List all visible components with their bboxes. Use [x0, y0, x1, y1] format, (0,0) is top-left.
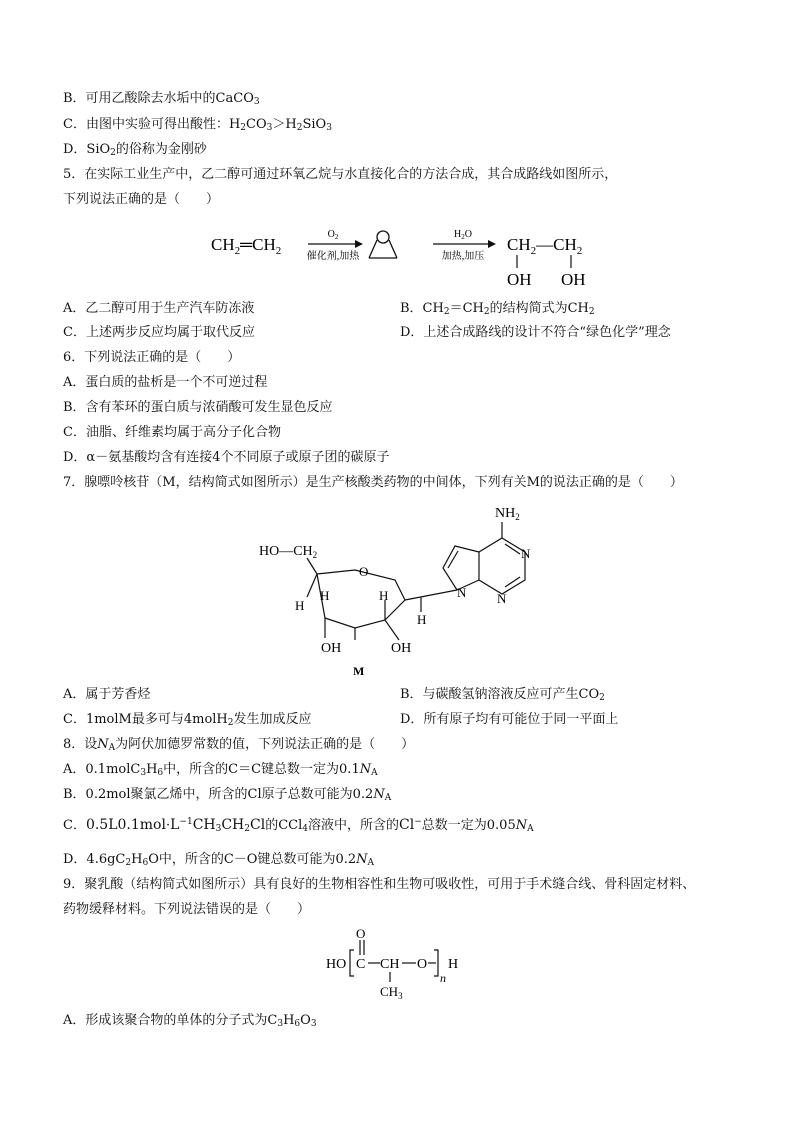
hydroxyl-label-2: OH: [391, 641, 412, 656]
q7-option-d: D．所有原子均有可能位于同一平面上: [400, 712, 619, 727]
h-label-2: H: [295, 598, 305, 613]
methyl-label: $CH_3$: [380, 984, 403, 1000]
q8-option-d: D．$4.6gC_2H_6O$中，所含的C－O键总数可能为$0.2N_A$: [63, 852, 374, 868]
q6-stem: 6．下列说法正确的是（ ）: [63, 350, 241, 365]
q6-option-d: D．α－氨基酸均含有连接4个不同原子或原子团的碳原子: [63, 450, 390, 465]
ring-n-3: N: [457, 585, 467, 600]
q8-option-a: A．$0.1molC_3H_6$中，所含的C＝C键总数一定为$0.1N_A$: [63, 762, 378, 778]
hydroxymethyl-label: $HO—CH_2$: [259, 544, 318, 560]
figure-caption-m: M: [353, 664, 365, 678]
amino-label: $NH_2$: [495, 506, 520, 522]
q9-polylactic-acid-figure: [322, 922, 472, 1000]
q4-option-d: D．SiO$_2$的俗称为金刚砂: [63, 142, 207, 158]
ring-n-2: N: [497, 591, 507, 606]
purine-ring: [443, 538, 525, 594]
repeat-n-label: n: [440, 971, 446, 985]
arrow2-condition: 加热,加压: [441, 251, 485, 262]
q6-option-a: A．蛋白质的盐析是一个不可逆过程: [63, 375, 268, 390]
left-bracket: [350, 950, 354, 976]
ester-oxygen-label: O: [417, 957, 428, 972]
q4-option-c: C．由图中实验可得出酸性：$H_2CO_3>H_2SiO_3$: [63, 117, 332, 133]
ethylene-label: $CH_2═CH_2$: [211, 235, 282, 257]
q5-stem-cont: 下列说法正确的是（ ）: [63, 192, 220, 207]
q7-option-a: A．属于芳香烃: [63, 687, 151, 702]
ethylene-glycol-label: $CH_2—CH_2$: [507, 235, 583, 257]
ring-oxygen-label: O: [359, 564, 369, 579]
arrow1-reagent: $O_2$: [327, 229, 339, 241]
q7-stem: 7．腺嘌呤核苷（M，结构简式如图所示）是生产核酸类药物的中间体，下列有关M的说法正确的是（ ）: [63, 475, 683, 490]
h-label-3: H: [379, 588, 389, 603]
q9-stem-cont: 药物缓释材料。下列说法错误的是（ ）: [63, 902, 311, 917]
carbonyl-oxygen-label: O: [356, 926, 366, 941]
q7-option-c: C．1molM最多可与4molH$_2$发生加成反应: [63, 712, 312, 728]
q5-option-d: D．上述合成路线的设计不符合“绿色化学”理念: [400, 325, 671, 340]
q4-option-b: B．可用乙酸除去水垢中的CaCO$_3$: [63, 91, 260, 107]
q7-adenosine-figure: [255, 500, 540, 682]
q6-option-b: B．含有苯环的蛋白质与浓硝酸可发生显色反应: [63, 400, 333, 415]
ring-n-1: N: [521, 546, 531, 561]
h-label-4: H: [320, 588, 330, 603]
arrow2-reagent: $H_2O$: [454, 229, 472, 241]
ethylene-oxide-structure: [369, 231, 397, 258]
q5-option-b: B．$CH_2=CH_2$的结构简式为$CH_2$: [400, 301, 595, 317]
q9-option-a: A．形成该聚合物的单体的分子式为$C_3H_6O_3$: [63, 1013, 317, 1029]
ho-label: HO: [326, 957, 347, 972]
terminal-h-label: H: [448, 957, 459, 972]
q7-option-b: B．与碳酸氢钠溶液反应可产生$CO_2$: [400, 687, 605, 703]
q8-option-c: C．$0.5L0.1mol\cdot L^{-1}CH_3CH_2Cl$的CCl$_4$溶液中，所含的Cl−总数一定为$0.05N_A$: [63, 817, 534, 834]
q8-option-b: B．0.2mol聚氯乙烯中，所含的Cl原子总数可能为$0.2N_A$: [63, 787, 392, 803]
ch-label: CH: [380, 957, 400, 972]
q5-option-a: A．乙二醇可用于生产汽车防冻液: [63, 301, 255, 316]
arrow1-condition: 催化剂,加热: [306, 251, 360, 262]
q5-stem: 5．在实际工业生产中，乙二醇可通过环氧乙烷与水直接化合的方法合成，其合成路线如图所示，: [63, 167, 618, 182]
hydroxyl-label-1: OH: [321, 641, 342, 656]
q8-stem: 8．设$N_A$为阿伏加德罗常数的值，下列说法正确的是（ ）: [63, 737, 415, 753]
q6-option-c: C．油脂、纤维素均属于高分子化合物: [63, 425, 281, 440]
q5-option-c: C．上述两步反应均属于取代反应: [63, 325, 255, 340]
hydroxyl-label-1: OH: [507, 270, 532, 289]
carbonyl-carbon-label: C: [356, 957, 366, 972]
q5-reaction-figure: [205, 213, 600, 293]
q9-stem: 9．聚乳酸（结构简式如图所示）具有良好的生物相容性和生物可吸收性，可用于手术缝合线、骨科固定材料、: [63, 877, 696, 892]
h-label-1: H: [417, 612, 427, 627]
hydroxyl-label-2: OH: [561, 270, 586, 289]
